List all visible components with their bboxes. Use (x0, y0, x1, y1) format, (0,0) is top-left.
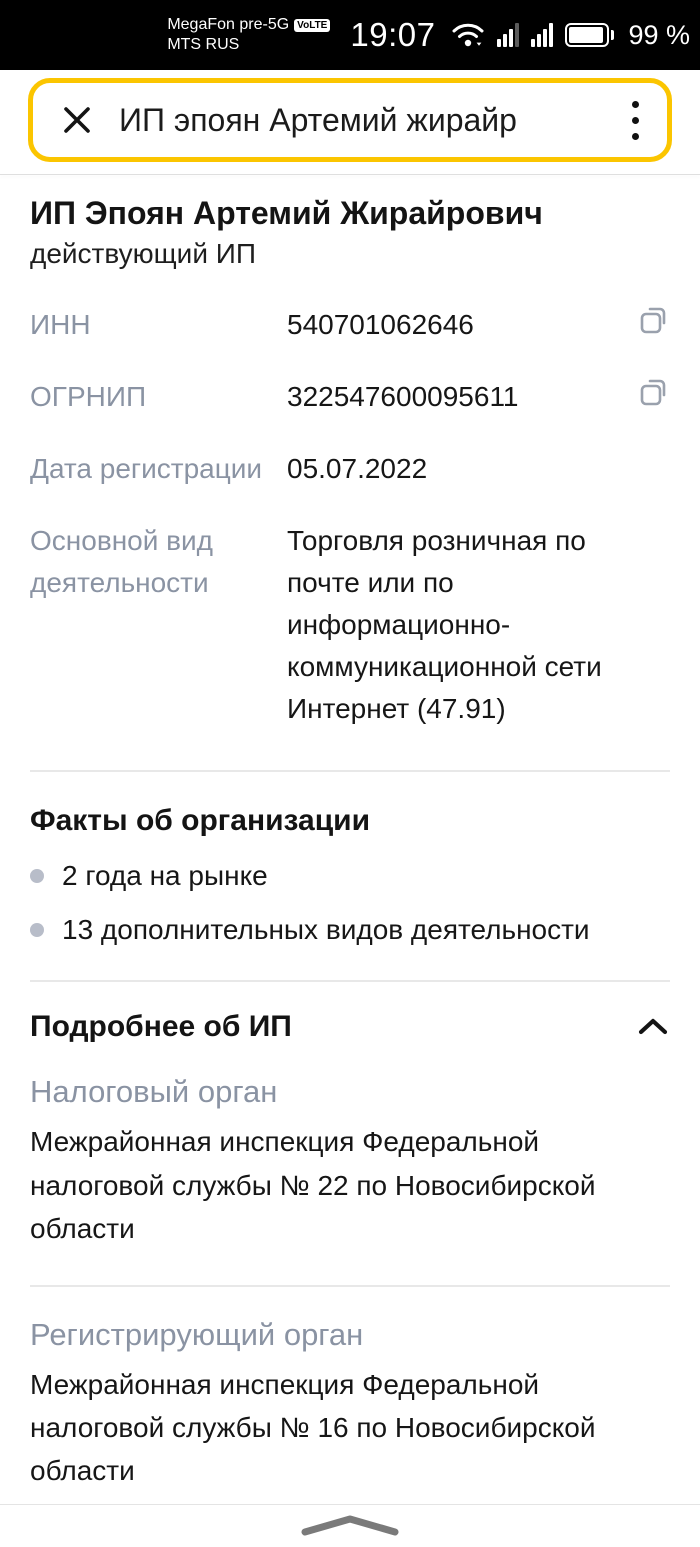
section-reg-authority (30, 1285, 670, 1493)
search-input[interactable] (28, 78, 672, 162)
query-fade-overlay (546, 97, 616, 143)
signal-icon-sim2 (531, 23, 553, 47)
section-title: Регистрирующий орган (30, 1316, 364, 1352)
table-row-ogrnip (30, 376, 670, 418)
table-row-reg-date (30, 448, 670, 490)
row-value: 322547600095611 (287, 381, 519, 413)
divider (30, 770, 670, 772)
kebab-menu-icon[interactable] (622, 95, 649, 146)
bottom-sheet-bar (0, 1505, 700, 1547)
details-heading: Подробнее об ИП (30, 1010, 292, 1044)
section-title: Налоговый орган (30, 1074, 278, 1110)
fact-text: 2 года на рынке (62, 860, 268, 892)
org-title: ИП Эпоян Артемий Жирайрович (30, 195, 543, 231)
facts-heading: Факты об организации (30, 804, 371, 838)
sheet-handle-icon[interactable] (295, 1514, 405, 1538)
divider (30, 980, 670, 982)
row-value: 540701062646 (287, 309, 474, 341)
carrier-info (167, 15, 330, 55)
copy-icon[interactable] (636, 376, 670, 417)
carrier-name-2: MTS RUS (167, 36, 240, 53)
list-item (30, 860, 670, 892)
row-label: ИНН (30, 309, 91, 341)
section-text: Межрайонная инспекция Федеральной налоговой службы № 22 по Новосибирской области (30, 1126, 596, 1245)
close-icon[interactable] (59, 102, 95, 138)
search-query[interactable]: ИП эпоян Артемий жирайр (119, 101, 517, 138)
row-value: 05.07.2022 (287, 453, 428, 485)
volte-badge: VoLTE (294, 19, 330, 32)
signal-icon-sim1 (497, 23, 519, 47)
search-query-wrap[interactable] (119, 97, 616, 143)
bullet-dot-icon (30, 869, 44, 883)
list-item (30, 914, 670, 946)
section-text: Межрайонная инспекция Федеральной налоговой службы № 16 по Новосибирской области (30, 1368, 596, 1487)
row-value: Торговля розничная по почте или по информационно-коммуникационной сети Интернет (47.91) (287, 525, 602, 725)
row-label: Дата регистрации (30, 453, 263, 485)
status-bar (0, 0, 700, 70)
bullet-dot-icon (30, 923, 44, 937)
copy-icon[interactable] (636, 304, 670, 345)
table-row-inn (30, 304, 670, 346)
org-status: действующий ИП (30, 238, 256, 270)
carrier-name-1: MegaFon pre-5G (167, 16, 290, 33)
fact-text: 13 дополнительных видов деятельности (62, 914, 590, 946)
row-label: Основной вид деятельности (30, 525, 213, 599)
org-card (0, 174, 700, 1493)
wifi-icon (451, 21, 485, 49)
table-row-main-activity (30, 520, 670, 730)
battery-percent: 99 % (628, 19, 690, 50)
search-header (0, 70, 700, 174)
org-info-table (30, 304, 670, 730)
facts-list (30, 860, 670, 946)
status-clock: 19:07 (350, 16, 436, 53)
chevron-up-icon[interactable] (636, 1016, 670, 1038)
row-label: ОГРНИП (30, 381, 147, 413)
battery-icon (565, 23, 614, 47)
details-toggle[interactable] (30, 1010, 670, 1044)
section-tax-authority (30, 1074, 670, 1250)
